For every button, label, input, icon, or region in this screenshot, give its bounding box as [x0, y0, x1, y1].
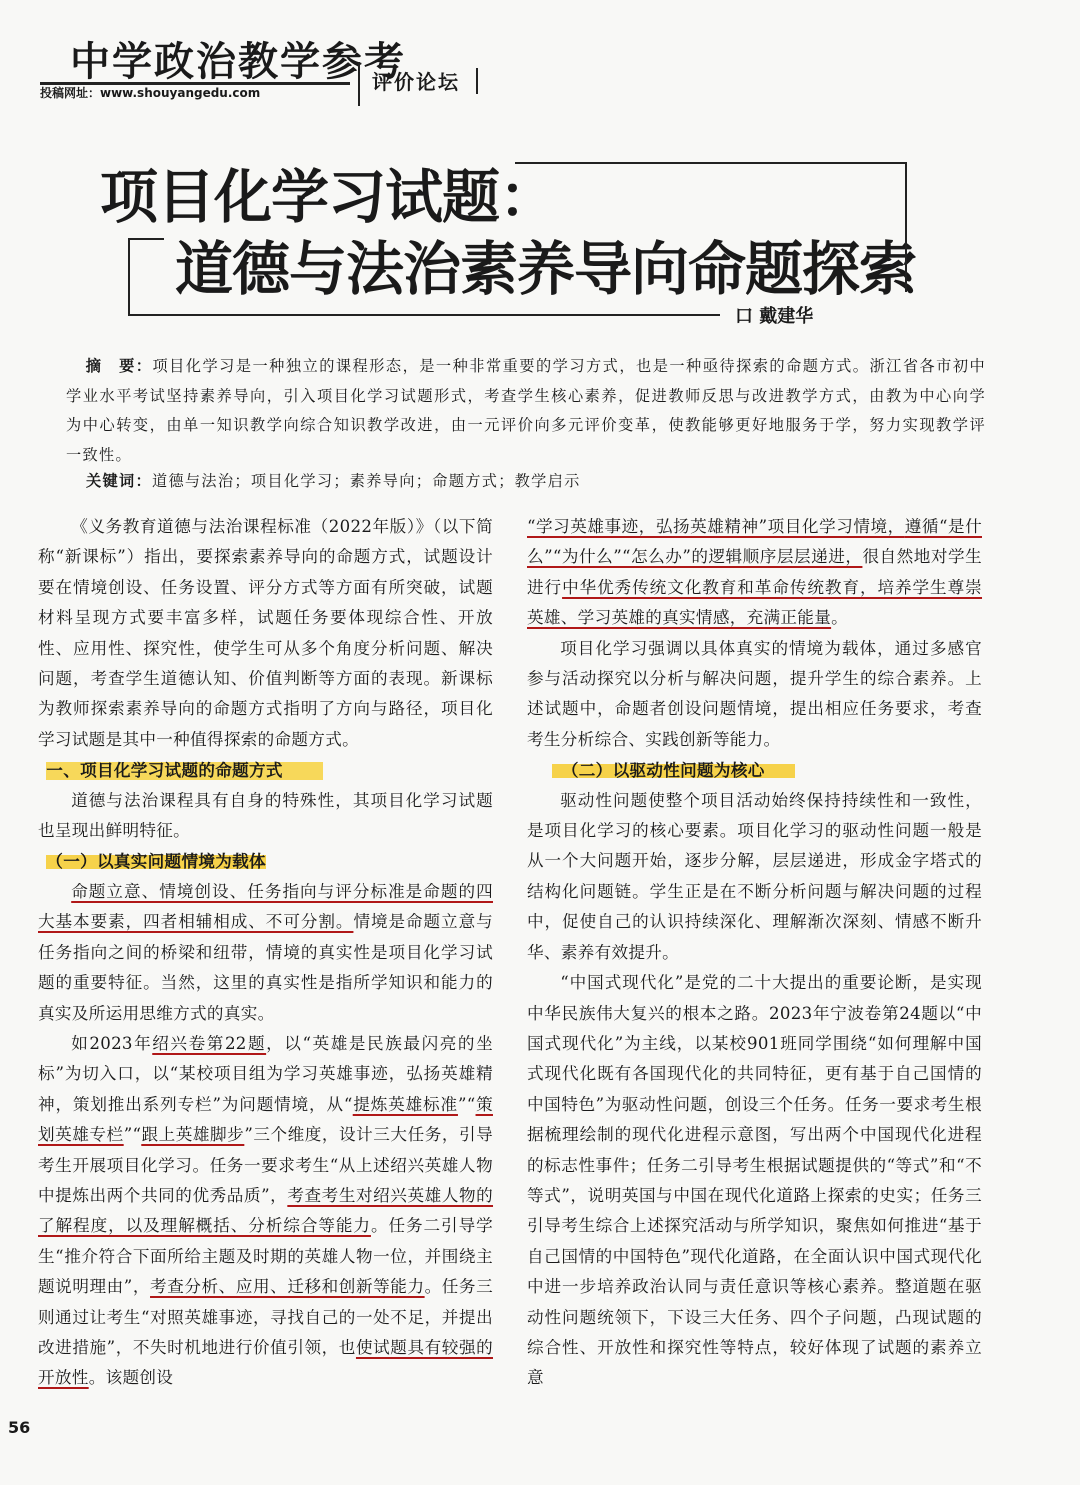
subsection-heading: （一）以真实问题情境为载体 [46, 851, 266, 872]
body-left-column [38, 512, 493, 1394]
title-frame-right [905, 162, 907, 292]
paragraph: 命题立意、情境创设、任务指向与评分标准是命题的四大基本要素，四者相辅相成、不可分割。情境是命题立意与任务指向之间的桥梁和纽带，情境的真实性是项目化学习试题的重要特征。当然，这里的真实性是指所学知识和能力的真实及所运用思维方式的真实。 [38, 881, 493, 1023]
article-title-line2: 道德与法治素养导向命题探索 [175, 235, 917, 303]
paragraph: 项目化学习强调以具体真实的情境为载体，通过多感官参与活动探究以分析与解决问题，提升学生的综合素养。上述试题中，命题者创设问题情境，提出相应任务要求，考查考生分析综合、实践创新等能力。 [527, 638, 982, 749]
keywords [86, 470, 581, 491]
paragraph: 道德与法治课程具有自身的特殊性，其项目化学习试题也呈现出鲜明特征。 [38, 790, 493, 841]
author-byline: 口 戴建华 [735, 306, 814, 327]
masthead-divider [358, 62, 360, 106]
paragraph: 驱动性问题使整个项目活动始终保持持续性和一致性，是项目化学习的核心要素。项目化学习的驱动性问题一般是从一个大问题开始，逐步分解，层层递进，形成金字塔式的结构化问题链。学生正是在不断分析问题与解决问题的过程中，促使自己的认识持续深化、理解渐次深刻、情感不断升华、素养有效提升。 [527, 790, 982, 962]
subsection-heading: （二）以驱动性问题为核心 [527, 755, 982, 785]
keywords-label: 关键词： [86, 472, 152, 490]
paragraph: “学习英雄事迹，弘扬英雄精神”项目化学习情境，遵循“是什么”“为什么”“怎么办”的逻辑顺序层层递进，很自然地对学生进行中华优秀传统文化教育和革命传统教育，培养学生尊崇英雄、学习英雄的真实情感，充满正能量。 [527, 517, 983, 628]
article-title-line1: 项目化学习试题： [100, 163, 557, 231]
journal-title: 中学政治教学参考 [70, 38, 406, 85]
column-name: 评价论坛 [372, 70, 460, 94]
section-heading: 一、项目化学习试题的命题方式 [38, 755, 493, 785]
title-frame-corner [128, 238, 164, 240]
keywords-text: 道德与法治；项目化学习；素养导向；命题方式；教学启示 [151, 472, 581, 490]
title-frame-left [128, 238, 130, 314]
title-frame-bottom [128, 314, 720, 316]
abstract-text: 项目化学习是一种独立的课程形态，是一种非常重要的学习方式，也是一种亟待探索的命题方式。浙江省各市初中学业水平考试坚持素养导向，引入项目化学习试题形式，考查学生核心素养，促进教师反思与改进教学方式，由教为中心向学为中心转变，由单一知识教学向综合知识教学改进，由一元评价向多元评价变革，使教能够更好地服务于学，努力实现教学评一致性。 [66, 357, 987, 464]
paragraph: 《义务教育道德与法治课程标准（2022年版）》（以下简称“新课标”）指出，要探索素养导向的命题方式，试题设计要在情境创设、任务设置、评分方式等方面有所突破，试题材料呈现方式要丰富多样，试题任务要体现综合性、开放性、应用性、探究性，使学生可从多个角度分析问题、解决问题，考查学生道德认知、价值判断等方面的表现。新课标为教师探索素养导向的命题方式指明了方向与路径，项目化学习试题是其中一种值得探索的命题方式。 [38, 517, 493, 749]
body-right-column [527, 512, 982, 1394]
paragraph: 如2023年绍兴卷第22题，以“英雄是民族最闪亮的坐标”为切入口，以“某校项目组为学习英雄事迹，弘扬英雄精神，策划推出系列专栏”为问题情境，从“提炼英雄标准”“策划英雄专栏”“跟上英雄脚步”三个维度，设计三大任务，引导考生开展项目化学习。任务一要求考生“从上述绍兴英雄人物中提炼出两个共同的优秀品质”，考查考生对绍兴英雄人物的了解程度，以及理解概括、分析综合等能力。任务二引导学生“推介符合下面所给主题及时期的英雄人物一位，并围绕主题说明理由”，考查分析、应用、迁移和创新等能力。任务三则通过让考生“对照英雄事迹，寻找自己的一处不足，并提出改进措施”，不失时机地进行价值引领，也使试题具有较强的开放性。该题创设 [38, 1033, 494, 1388]
title-frame-top [515, 162, 905, 164]
paragraph: “中国式现代化”是党的二十大提出的重要论断，是实现中华民族伟大复兴的根本之路。2023年宁波卷第24题以“中国式现代化”为主线，以某校901班同学围绕“如何理解中国式现代化既有各国现代化的共同特征，更有基于自己国情的中国特色”为驱动性问题，创设三个任务。任务一要求考生根据梳理绘制的现代化进程示意图，写出两个中国现代化进程的标志性事件；任务二引导考生根据试题提供的“等式”和“不等式”，说明英国与中国在现代化道路上探索的史实；任务三引导考生综合上述探究活动与所学知识，聚焦如何推进“基于自己国情的中国特色”现代化道路，在全面认识中国式现代化中进一步培养政治认同与责任意识等核心素养。整道题在驱动性问题统领下，下设三大任务、四个子问题，凸现试题的综合性、开放性和探究性等特点，较好体现了试题的素养立意 [527, 973, 982, 1388]
abstract [66, 352, 986, 470]
abstract-label: 摘 要： [85, 357, 153, 375]
masthead-divider-right [476, 68, 478, 94]
page-number: 56 [8, 1418, 31, 1437]
submission-url: 投稿网址：www.shouyangedu.com [40, 86, 261, 100]
